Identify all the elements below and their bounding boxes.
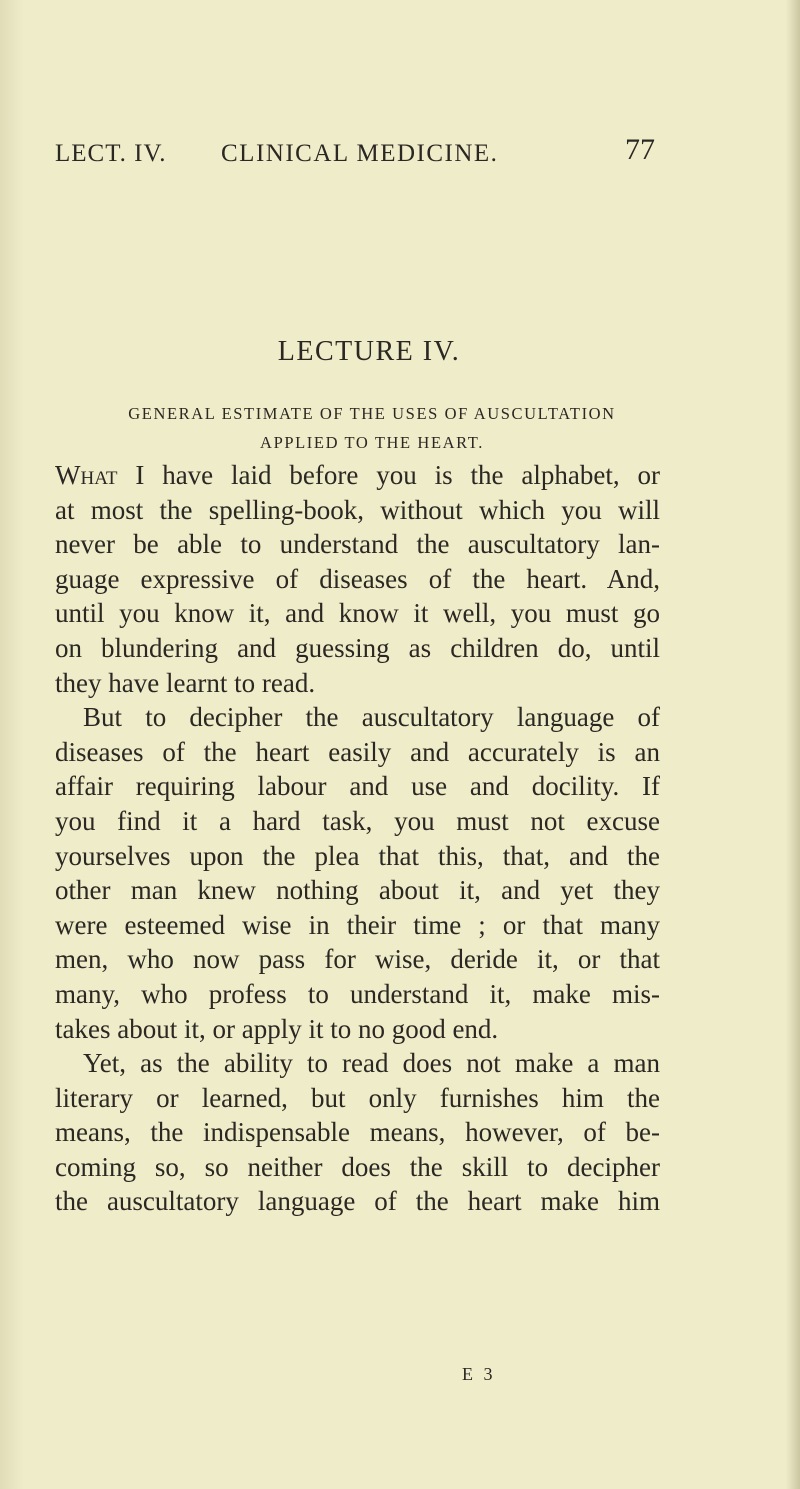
text-line: coming so, so neither does the skill to decipher — [55, 1151, 660, 1182]
text-line: yourselves upon the plea that this, that, and the — [55, 840, 660, 871]
subtitle-line: APPLIED TO THE HEART. — [260, 433, 484, 452]
text-line: you find it a hard task, you must not excuse — [55, 805, 660, 836]
body-text — [55, 458, 660, 1219]
text-line: But to decipher the auscultatory language of — [83, 702, 660, 733]
text-line: Yet, as the ability to read does not make a man — [83, 1048, 660, 1079]
running-header — [55, 133, 655, 180]
signature-mark: E 3 — [462, 1364, 496, 1384]
header-lecture-number: LECT. IV. — [55, 140, 167, 167]
text-line: diseases of the heart easily and accurately is an — [55, 736, 660, 767]
text-line: guage expressive of diseases of the heart. And, — [55, 563, 660, 594]
lecture-title: LECTURE IV. — [277, 336, 461, 367]
text-line: many, who profess to understand it, make mis- — [55, 978, 660, 1009]
text-line: affair requiring labour and use and docility. If — [55, 771, 660, 802]
text-line: other man knew nothing about it, and yet they — [55, 875, 660, 906]
text-line: the auscultatory language of the heart make him — [55, 1186, 660, 1217]
subtitle-line: GENERAL ESTIMATE OF THE USES OF AUSCULTATION — [128, 404, 616, 423]
text-line: literary or learned, but only furnishes him the — [55, 1082, 660, 1113]
opening-word: What — [55, 460, 118, 490]
text-line: means, the indispensable means, however, of be- — [55, 1117, 660, 1148]
header-book-title: CLINICAL MEDICINE. — [221, 140, 499, 167]
text-line: were esteemed wise in their time ; or that many — [55, 909, 660, 940]
text-line: takes about it, or apply it to no good end. — [55, 1013, 499, 1044]
text-line-rest: I have laid before you is the alphabet, or — [117, 460, 660, 490]
lecture-subtitle — [52, 399, 692, 457]
text-line — [55, 458, 660, 493]
text-line: never be able to understand the auscultatory lan- — [55, 529, 660, 560]
text-line: men, who now pass for wise, deride it, or that — [55, 944, 660, 975]
text-line: on blundering and guessing as children do, until — [55, 632, 660, 663]
page-number: 77 — [625, 133, 655, 166]
text-line: they have learnt to read. — [55, 667, 316, 698]
text-line: at most the spelling-book, without which you will — [55, 494, 660, 525]
text-line: until you know it, and know it well, you must go — [55, 598, 660, 629]
